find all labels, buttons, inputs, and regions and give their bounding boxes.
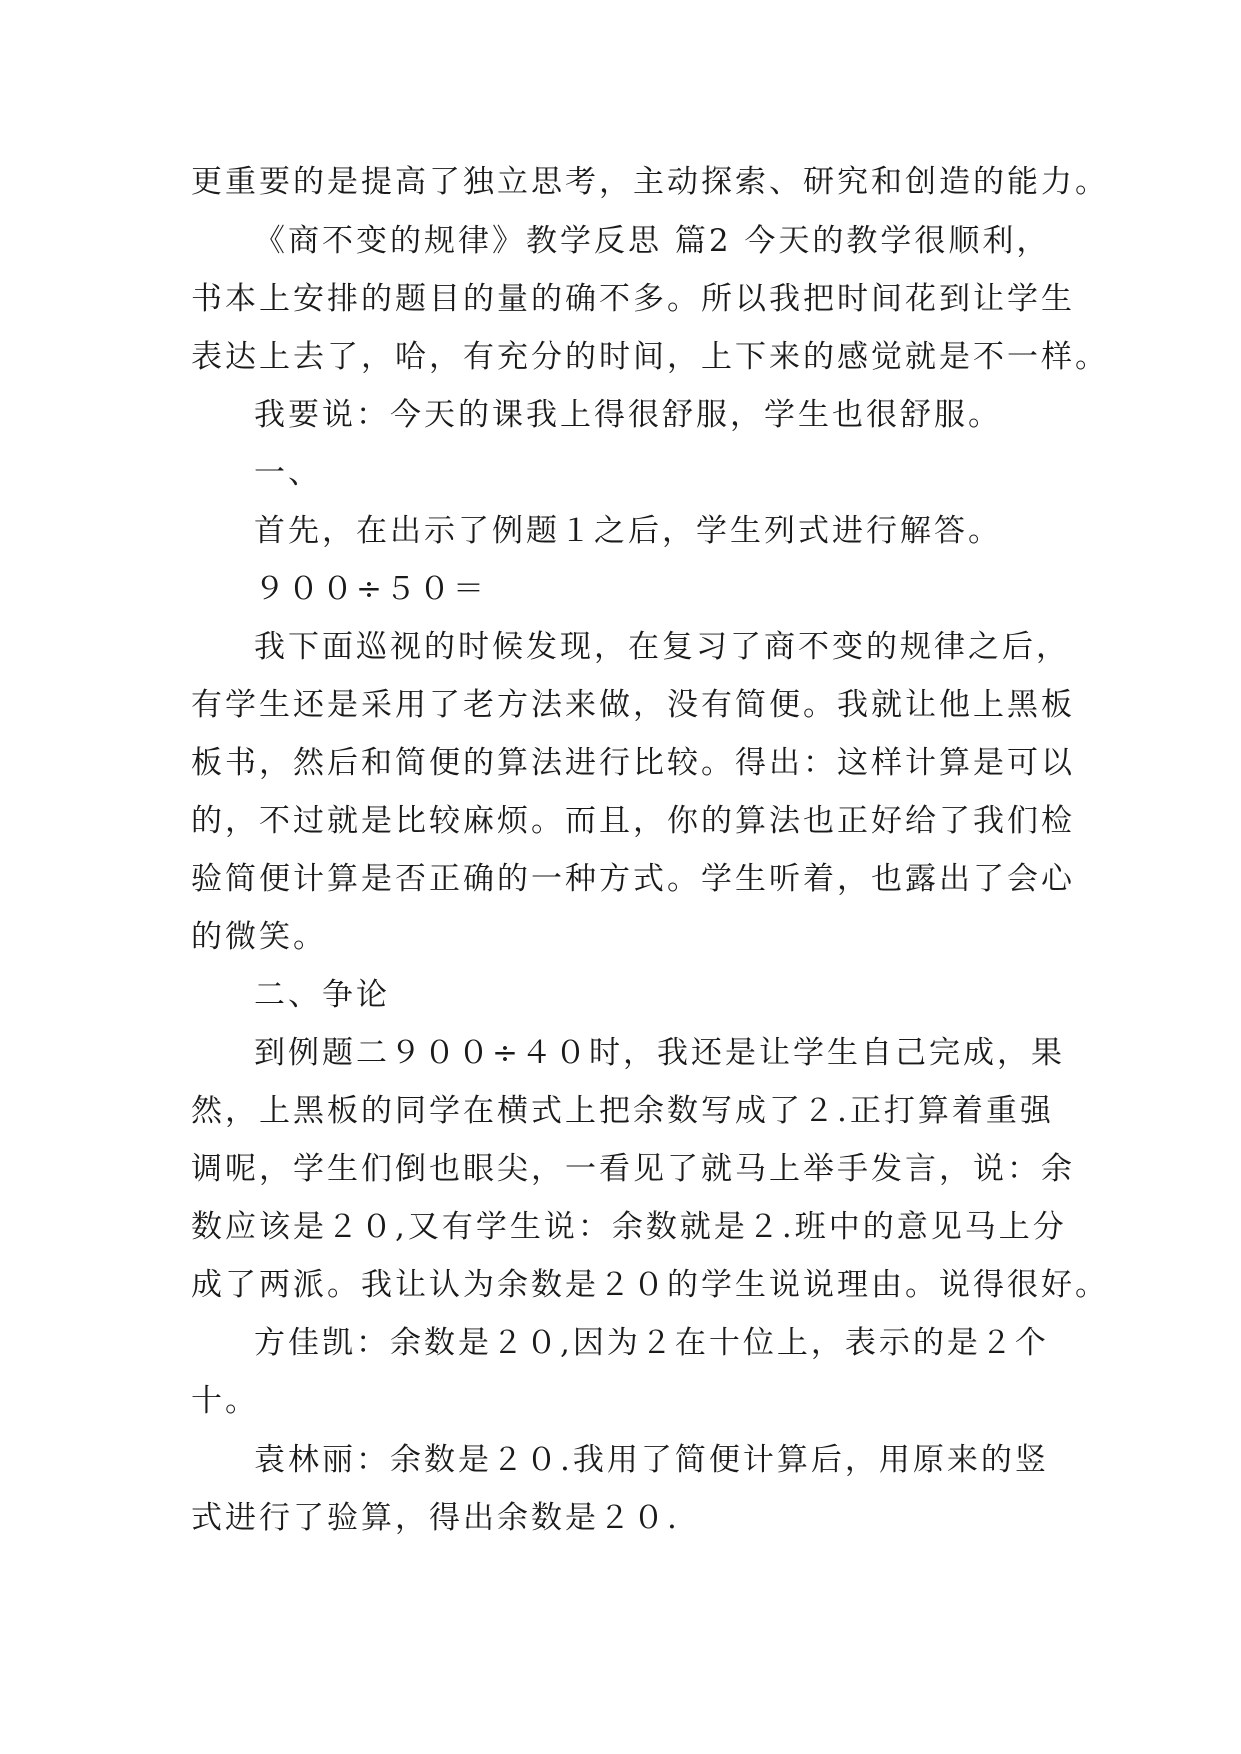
text-line: 成了两派。我让认为余数是２０的学生说说理由。说得很好。 xyxy=(191,1267,1109,1303)
text-line: 的微笑。 xyxy=(191,919,327,955)
text-line: 《商不变的规律》教学反思 篇2 今天的教学很顺利， xyxy=(254,223,1051,259)
text-line: 调呢，学生们倒也眼尖，一看见了就马上举手发言，说：余 xyxy=(191,1151,1075,1187)
text-line: 然，上黑板的同学在横式上把余数写成了２.正打算着重强 xyxy=(191,1093,1054,1129)
text-line: 一、 xyxy=(254,455,322,491)
text-line: 更重要的是提高了独立思考，主动探索、研究和创造的能力。 xyxy=(191,164,1109,200)
text-line: 到例题二９００÷４０时，我还是让学生自己完成，果 xyxy=(254,1035,1065,1071)
text-line: 书本上安排的题目的量的确不多。所以我把时间花到让学生 xyxy=(191,281,1075,317)
text-line: 方佳凯：余数是２０,因为２在十位上，表示的是２个 xyxy=(254,1325,1049,1361)
text-line: ９００÷５０＝ xyxy=(254,571,487,607)
text-line: 式进行了验算，得出余数是２０. xyxy=(191,1500,680,1536)
text-line: 数应该是２０,又有学生说：余数就是２.班中的意见马上分 xyxy=(191,1209,1067,1245)
text-line: 我下面巡视的时候发现，在复习了商不变的规律之后， xyxy=(254,629,1070,665)
text-line: 表达上去了，哈，有充分的时间，上下来的感觉就是不一样。 xyxy=(191,339,1109,375)
text-line: 有学生还是采用了老方法来做，没有简便。我就让他上黑板 xyxy=(191,687,1075,723)
text-line: 二、争论 xyxy=(254,977,390,1013)
text-line: 首先，在出示了例题１之后，学生列式进行解答。 xyxy=(254,513,1002,549)
text-line: 我要说：今天的课我上得很舒服，学生也很舒服。 xyxy=(254,397,1002,433)
text-line: 十。 xyxy=(191,1383,259,1419)
text-line: 袁林丽：余数是２０.我用了简便计算后，用原来的竖 xyxy=(254,1442,1049,1478)
text-line: 板书，然后和简便的算法进行比较。得出：这样计算是可以 xyxy=(191,745,1075,781)
text-line: 的，不过就是比较麻烦。而且，你的算法也正好给了我们检 xyxy=(191,803,1075,839)
text-line: 验简便计算是否正确的一种方式。学生听着，也露出了会心 xyxy=(191,861,1075,897)
